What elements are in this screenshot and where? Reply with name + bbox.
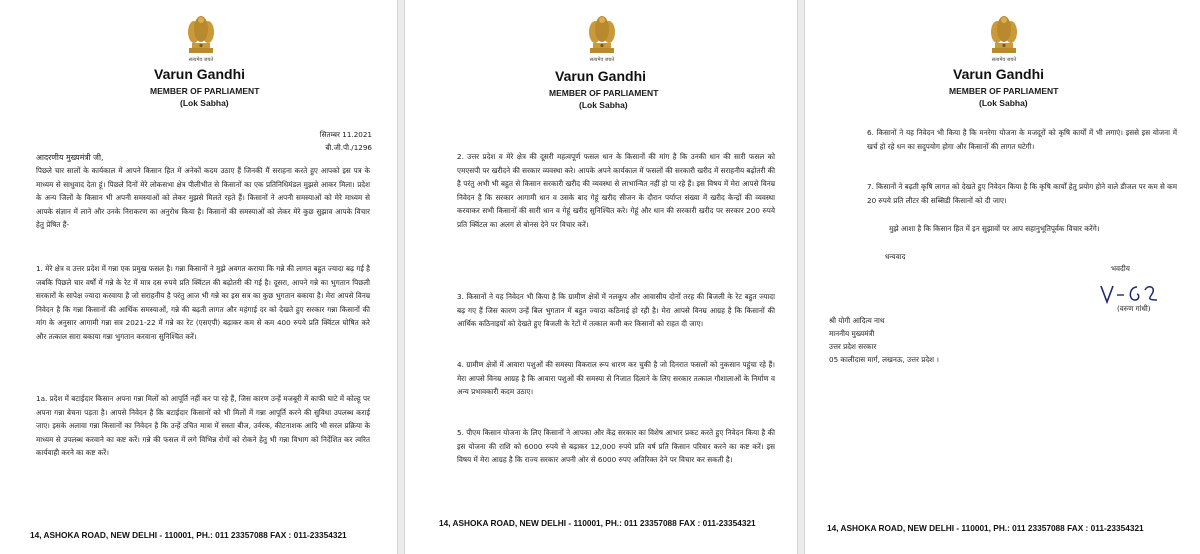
letter-date: सितम्बर 11.2021: [319, 130, 372, 139]
point-7: 7. किसानों ने बढ़ती कृषि लागत को देखते हुए निवेदन किया है कि कृषि कार्यों हेतु प्रयोग होने वाले डीजल पर कम से कम 20 रुपये प्रति लीटर की सब्सिडी किसानों को दी जाए।: [867, 182, 1177, 205]
closing-word: भवदीय: [1111, 264, 1130, 273]
national-emblem-icon: [585, 12, 619, 64]
letter-page-1: [0, 0, 398, 554]
recipient-line-4: 05 कालीदास मार्ग, लखनऊ, उत्तर प्रदेश ।: [829, 355, 940, 364]
point-4: 4. ग्रामीण क्षेत्रों में आवारा पशुओं की समस्या विकराल रूप धारण कर चुकी है जो दिनरात फसलों को नुकसान पहुंचा रहे हैं। मेरा आपसे विनम्र आग्रह है कि आवारा पशुओं की समस्या से निजात दिलाने के लिए सरकार तत्काल गौशालाओं के निर्माण व अन्य प्रभावकारी कदम उठाए।: [457, 360, 775, 397]
sender-house: (Lok Sabha): [979, 98, 1028, 108]
footer-address: 14, ASHOKA ROAD, NEW DELHI - 110001, PH.: 011 23357088 FAX : 011-23354321: [827, 523, 1144, 533]
sender-house: (Lok Sabha): [579, 100, 628, 110]
point-5: 5. पीएम किसान योजना के लिए किसानों ने आपका और केंद्र सरकार का विशेष आभार प्रकट करते हुए निवेदन किया है की इस योजना की राशि को 6000 रुपये से बढ़ाकर 12,000 रुपये प्रति वर्ष प्रति किसान परिवार करने का कष्ट करें। इस विषय में मेरा आग्रह है कि राज्य सरकार अपनी ओर से 6000 रुपए अतिरिक्त देने पर विचार कर सकती है।: [457, 428, 775, 465]
intro-paragraph: पिछले चार सालों के कार्यकाल में आपने किसान हित में अनेकों कदम उठाए हैं जिनकी मैं सराहना करते हुए आपको इस पत्र के माध्यम से साधुवाद देता हूं। पिछले दिनों मेरे लोकसभा क्षेत्र पीलीभीत से किसानों का एक प्रतिनिधिमंडल मुझसे आकर मिला। प्रदेश के अन्य जिलों के किसान भी अपनी समस्याओं को लेकर मुझसे मिलते रहते हैं। किसानों ने अपनी समस्याओं को मेरे माध्यम से आपके संज्ञान में लाने और उनके निराकरण का अनुरोध किया है। किसानों की समस्याओं को लेकर मेरे कुछ सुझाव आपके विचार हेतु प्रेषित हैं-: [36, 166, 370, 230]
national-emblem-icon: [184, 12, 218, 64]
recipient-line-3: उत्तर प्रदेश सरकार: [829, 342, 877, 351]
point-2: 2. उत्तर प्रदेश व मेरे क्षेत्र की दूसरी महत्वपूर्ण फसल धान के किसानों की मांग है कि उनकी धान की सारी फसल को एमएसपी पर खरीदने की सरकार व्यवस्था करे। आपके अपने कार्यकाल में फसलों की सरकारी खरीद में सराहनीय बढ़ोतरी की है परंतु अभी भी बहुत से किसान सरकारी खरीद की व्यवस्था से लाभान्वित नहीं हो पा रहे हैं। इस विषय में मेरा आपसे विनम्र निवेदन है कि सरकार आगामी धान व उसके बाद गेहूं खरीद सीजन के दौरान पर्याप्त संख्या में खरीद केन्द्रों की व्यवस्था करवाकर सभी किसानों की सारी धान व गेहूं खरीद सुनिश्चित करे। गेहूं और धान की सरकारी खरीद पर सरकार 200 रुपये प्रति क्विंटल का अलग से बोनस देने पर विचार करें।: [457, 152, 775, 229]
footer-address: 14, ASHOKA ROAD, NEW DELHI - 110001, PH.: 011 23357088 FAX : 011-23354321: [439, 518, 756, 528]
thanks: धन्यवाद: [885, 252, 906, 261]
sender-role: MEMBER OF PARLIAMENT: [549, 88, 659, 98]
emblem-motto: सत्यमेव जयते: [589, 57, 615, 63]
point-3: 3. किसानों ने यह निवेदन भी किया है कि ग्रामीण क्षेत्रों में नलकूप और आवासीय दोनों तरह की बिजली के रेट बहुत ज्यादा बढ़ गए हैं जिस कारण उन्हें बिल भुगतान में बहुत ज्यादा कठिनाई हो रही है। मेरा आपसे विनम्र आग्रह है कि किसानों की आर्थिक कठिनाइयों को देखते हुए बिजली के रेटों में तत्काल कमी कर किसानों को राहत दी जाए।: [457, 292, 775, 329]
sender-name: Varun Gandhi: [953, 66, 1045, 82]
point-1a: 1a. प्रदेश में बटाईदार किसान अपना गन्ना मिलों को आपूर्ति नहीं कर पा रहे हैं, जिस कारण उन्हें मजबूरी में काफी घाटे में कोल्हू पर अपना गन्ना बेचना पड़ता है। आपसे निवेदन है कि बटाईदार किसानों को भी मिलों में गन्ना आपूर्ति करने की सुविधा उपलब्ध कराई जाए। इसके अलावा गन्ना किसानों का निवेदन है कि उन्हें उचित मात्रा में सस्ता बीज, उर्वरक, कीटनाशक आदि भी सरल प्रक्रिया के माध्यम से उपलब्ध करवाने का कष्ट करें। गन्ने की फसल में लगे विभिन्न रोगों को रोकने हेतु भी गन्ना विभाग को निर्देशित कर त्वरित कार्यवाही करने का कष्ट करें।: [36, 394, 370, 458]
letter-page-2: [404, 0, 798, 554]
letter-page-3: [804, 0, 1200, 554]
recipient-line-1: श्री योगी आदित्य नाथ: [829, 316, 885, 325]
sender-role: MEMBER OF PARLIAMENT: [949, 86, 1059, 96]
sender-house: (Lok Sabha): [180, 98, 229, 108]
emblem-motto: सत्यमेव जयते: [188, 57, 214, 63]
footer-address: 14, ASHOKA ROAD, NEW DELHI - 110001, PH.: 011 23357088 FAX : 011-23354321: [30, 530, 347, 540]
sender-name: Varun Gandhi: [154, 66, 246, 82]
emblem-motto: सत्यमेव जयते: [991, 57, 1017, 63]
signature-name: (वरुण गांधी): [1117, 304, 1151, 313]
sender-name: Varun Gandhi: [555, 68, 647, 84]
sender-role: MEMBER OF PARLIAMENT: [150, 86, 260, 96]
point-6: 6. किसानों ने यह निवेदन भी किया है कि मनरेगा योजना के मजदूरों को कृषि कार्यों में भी लगाएं। इससे इस योजना में खर्च हो रहे धन का सदुपयोग होगा और किसानों की लागत घटेगी।: [867, 128, 1177, 151]
closing-hope: मुझे आशा है कि किसान हित में इन सुझावों पर आप सहानुभूतिपूर्वक विचार करेंगे।: [889, 224, 1100, 233]
recipient-line-2: माननीय मुख्यमंत्री: [829, 329, 875, 338]
letter-ref: बी.जी.पी./1296: [325, 143, 372, 152]
national-emblem-icon: [987, 12, 1021, 64]
salutation: आदरणीय मुख्यमंत्री जी,: [36, 153, 104, 162]
point-1: 1. मेरे क्षेत्र व उत्तर प्रदेश में गन्ना एक प्रमुख फसल है। गन्ना किसानों ने मुझे अवगत कराया कि गन्ने की लागत बहुत ज्यादा बढ़ गई है जबकि पिछले चार वर्षों में गन्ने के रेट में मात्र दस रुपये प्रति क्विंटल की बढ़ोतरी की गई है। दूसरा, आपने गन्ने का भुगतान पिछली सरकारों के सापेक्ष ज्यादा करवाया है जो सराहनीय है परंतु आज भी गन्ने का इस सत्र का कुछ भुगतान बकाया है। मेरा आपसे विनम्र निवेदन है कि गन्ना किसानों की आर्थिक समस्याओं, गन्ने की बढ़ती लागत और महंगाई दर को देखते हुए सरकार गन्ना किसानों की मांग के अनुसार आगामी गन्ना सत्र 2021-22 में गन्ने का रेट (एसएपी) बढ़ाकर कम से कम 400 रुपये प्रति क्विंटल घोषित करे और तत्काल सारा बकाया गन्ना भुगतान करवाना सुनिश्चित करें।: [36, 264, 370, 341]
